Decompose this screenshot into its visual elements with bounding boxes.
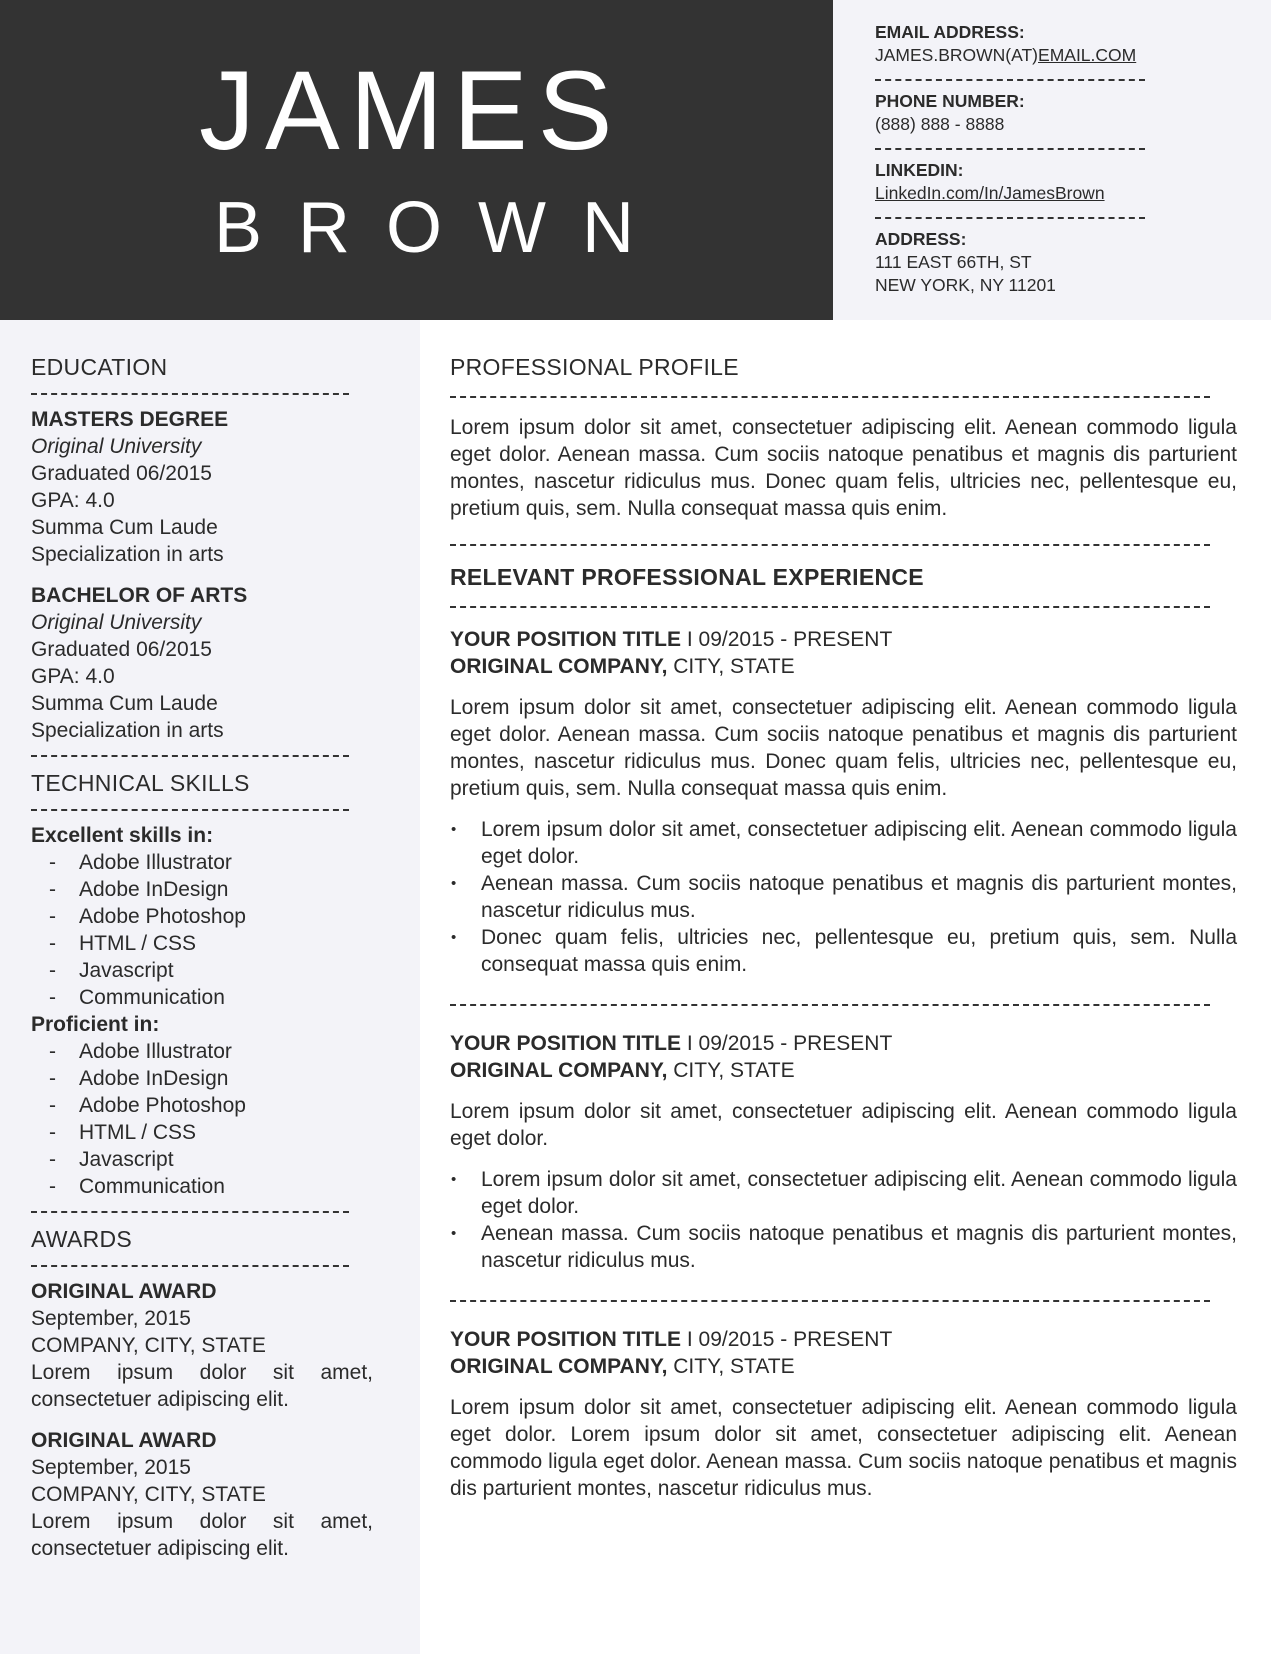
job-entry [450, 1030, 1237, 1274]
linkedin-label: LINKEDIN: [875, 160, 964, 180]
job-dates: I 09/2015 - PRESENT [681, 628, 893, 651]
skill-item: - HTML / CSS [31, 930, 373, 957]
degree-name: MASTERS DEGREE [31, 408, 229, 431]
contact-divider [875, 205, 1255, 228]
job-entry [450, 626, 1237, 978]
award-desc: Lorem ipsum dolor sit amet, consectetuer adipiscing elit. [31, 1510, 373, 1560]
award-date: September, 2015 [31, 1456, 191, 1479]
job-position [450, 1030, 1237, 1057]
job-location: CITY, STATE [667, 655, 795, 678]
job-bullet: • Lorem ipsum dolor sit amet, consectetuer adipiscing elit. Aenean commodo ligula eget dolor. [450, 816, 1237, 870]
skill-item: - Adobe InDesign [31, 876, 373, 903]
degree-school: Original University [31, 435, 202, 458]
job-location: CITY, STATE [667, 1059, 795, 1082]
address-line-1: 111 EAST 66TH, ST [875, 252, 1032, 272]
job-summary: Lorem ipsum dolor sit amet, consectetuer adipiscing elit. Aenean commodo ligula eget dolor. [450, 1100, 1237, 1150]
section-divider [31, 744, 373, 768]
main-content [450, 352, 1237, 1502]
job-bullet: • Donec quam felis, ultricies nec, pellentesque eu, pretium quis, sem. Nulla consequat massa quis enim. [450, 924, 1237, 978]
degree-entry [31, 406, 373, 568]
section-divider [450, 382, 1237, 414]
skill-item: - Javascript [31, 957, 373, 984]
job-dates: I 09/2015 - PRESENT [681, 1032, 893, 1055]
degree-graduated: Graduated 06/2015 [31, 638, 212, 661]
job-bullet: • Aenean massa. Cum sociis natoque penatibus et magnis dis parturient montes, nascetur ridiculus mus. [450, 1220, 1237, 1274]
last-name: BROWN [214, 188, 670, 268]
award-org: COMPANY, CITY, STATE [31, 1483, 266, 1506]
degree-gpa: GPA: 4.0 [31, 489, 115, 512]
skills-title: TECHNICAL SKILLS [31, 770, 250, 796]
contact-divider [875, 67, 1255, 90]
degree-specialization: Specialization in arts [31, 719, 224, 742]
job-position-title: YOUR POSITION TITLE [450, 1032, 682, 1055]
job-position-title: YOUR POSITION TITLE [450, 1328, 682, 1351]
award-entry [31, 1427, 373, 1562]
awards-title: AWARDS [31, 1226, 133, 1252]
job-bullet: • Lorem ipsum dolor sit amet, consectetuer adipiscing elit. Aenean commodo ligula eget dolor. [450, 1166, 1237, 1220]
award-date: September, 2015 [31, 1307, 191, 1330]
profile-title: PROFESSIONAL PROFILE [450, 354, 739, 380]
email-label: EMAIL ADDRESS: [875, 22, 1025, 42]
job-location: CITY, STATE [667, 1355, 795, 1378]
section-divider [31, 382, 373, 406]
email-domain-link[interactable]: EMAIL.COM [1038, 45, 1137, 65]
award-name: ORIGINAL AWARD [31, 1280, 217, 1303]
job-summary: Lorem ipsum dolor sit amet, consectetuer adipiscing elit. Aenean commodo ligula eget dolor. Aenean massa. Cum sociis natoque penatibus et magnis dis parturient montes, nascetur ridiculus mus. Donec quam felis, ultricies nec, pellentesque eu, pretium quis, sem. Nulla consequat massa quis enim. [450, 696, 1237, 800]
first-name: JAMES [199, 48, 623, 173]
email-prefix: JAMES.BROWN(AT) [875, 45, 1039, 65]
proficient-skills-label: Proficient in: [31, 1013, 160, 1036]
section-divider [450, 592, 1237, 624]
job-bullets [450, 816, 1237, 978]
skill-item: - Adobe Illustrator [31, 1038, 373, 1065]
job-entry [450, 1326, 1237, 1502]
sidebar-content [31, 352, 373, 1562]
award-name: ORIGINAL AWARD [31, 1429, 217, 1452]
job-company [450, 653, 1237, 680]
skill-item: - Adobe InDesign [31, 1065, 373, 1092]
job-company-name: ORIGINAL COMPANY, [450, 655, 668, 678]
section-divider [450, 530, 1237, 562]
job-summary: Lorem ipsum dolor sit amet, consectetuer adipiscing elit. Aenean commodo ligula eget dolor. Lorem ipsum dolor sit amet, consectetuer adipiscing elit. Aenean commodo ligula eget dolor. Aenean massa. Cum sociis natoque penatibus et magnis dis parturient montes, nascetur ridiculus mus. [450, 1396, 1237, 1500]
section-divider [450, 990, 1237, 1022]
email-value[interactable] [875, 44, 1255, 67]
award-entry [31, 1278, 373, 1413]
degree-specialization: Specialization in arts [31, 543, 224, 566]
section-divider [450, 1286, 1237, 1318]
job-company-name: ORIGINAL COMPANY, [450, 1355, 668, 1378]
section-divider [31, 1254, 373, 1278]
address-line-2: NEW YORK, NY 11201 [875, 275, 1056, 295]
degree-gpa: GPA: 4.0 [31, 665, 115, 688]
degree-name: BACHELOR OF ARTS [31, 584, 248, 607]
skill-item: - Adobe Illustrator [31, 849, 373, 876]
degree-honor: Summa Cum Laude [31, 516, 218, 539]
address-label: ADDRESS: [875, 229, 967, 249]
job-position-title: YOUR POSITION TITLE [450, 628, 682, 651]
section-divider [31, 1200, 373, 1224]
job-position [450, 626, 1237, 653]
job-company [450, 1353, 1237, 1380]
phone-value: (888) 888 - 8888 [875, 114, 1005, 134]
degree-honor: Summa Cum Laude [31, 692, 218, 715]
education-title: EDUCATION [31, 354, 168, 380]
section-divider [31, 798, 373, 822]
phone-label: PHONE NUMBER: [875, 91, 1025, 111]
job-company [450, 1057, 1237, 1084]
degree-graduated: Graduated 06/2015 [31, 462, 212, 485]
degree-school: Original University [31, 611, 202, 634]
skill-item: - Communication [31, 984, 373, 1011]
award-desc: Lorem ipsum dolor sit amet, consectetuer adipiscing elit. [31, 1361, 373, 1411]
experience-title: RELEVANT PROFESSIONAL EXPERIENCE [450, 564, 924, 590]
skill-item: - HTML / CSS [31, 1119, 373, 1146]
contact-divider [875, 136, 1255, 159]
degree-entry [31, 582, 373, 744]
excellent-skills-label: Excellent skills in: [31, 824, 214, 847]
skill-item: - Communication [31, 1173, 373, 1200]
skill-item: - Javascript [31, 1146, 373, 1173]
job-position [450, 1326, 1237, 1353]
profile-text: Lorem ipsum dolor sit amet, consectetuer adipiscing elit. Aenean commodo ligula eget dolor. Aenean massa. Cum sociis natoque penatibus et magnis dis parturient montes, nascetur ridiculus mus. Donec quam felis, ultricies nec, pellentesque eu, pretium quis, sem. Nulla consequat massa quis enim. [450, 416, 1237, 520]
job-company-name: ORIGINAL COMPANY, [450, 1059, 668, 1082]
linkedin-link[interactable]: LinkedIn.com/In/JamesBrown [875, 183, 1105, 203]
job-dates: I 09/2015 - PRESENT [681, 1328, 893, 1351]
skill-item: - Adobe Photoshop [31, 1092, 373, 1119]
award-org: COMPANY, CITY, STATE [31, 1334, 266, 1357]
contact-info [875, 21, 1255, 297]
job-bullet: • Aenean massa. Cum sociis natoque penatibus et magnis dis parturient montes, nascetur ridiculus mus. [450, 870, 1237, 924]
job-bullets [450, 1166, 1237, 1274]
skill-item: - Adobe Photoshop [31, 903, 373, 930]
